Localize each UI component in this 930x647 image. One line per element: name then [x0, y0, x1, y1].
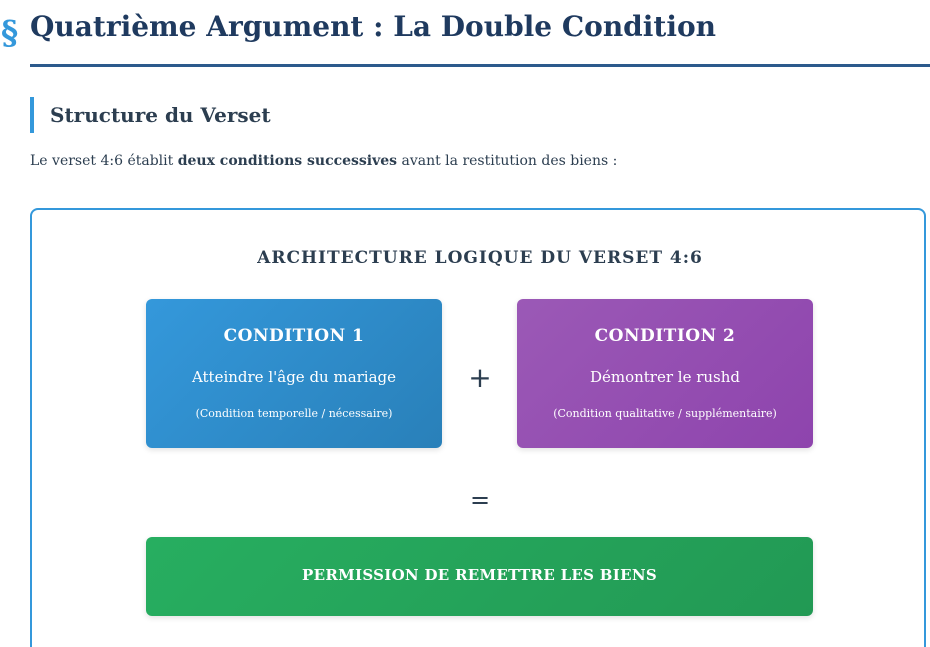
condition-2-label: CONDITION 2: [594, 326, 736, 346]
plus-operator: +: [468, 361, 492, 394]
logic-diagram: [30, 208, 926, 647]
condition-1-description: Atteindre l'âge du mariage: [191, 368, 397, 386]
result-label: PERMISSION DE REMETTRE LES BIENS: [302, 566, 657, 584]
condition-2-box: [517, 299, 813, 448]
intro-text-bold: deux conditions successives: [177, 153, 398, 169]
condition-2-note: (Condition qualitative / supplémentaire): [553, 407, 777, 420]
equals-operator: =: [469, 486, 491, 514]
result-box: [146, 537, 813, 616]
intro-text-before: Le verset 4:6 établit: [30, 153, 178, 169]
heading-divider: [30, 64, 930, 67]
subsection-title: Structure du Verset: [30, 97, 271, 133]
condition-1-note: (Condition temporelle / nécessaire): [195, 407, 393, 420]
condition-1-label: CONDITION 1: [223, 326, 365, 346]
diagram-title: ARCHITECTURE LOGIQUE DU VERSET 4:6: [257, 248, 703, 268]
condition-2-description: Démontrer le rushd: [589, 368, 741, 386]
page-title: Quatrième Argument : La Double Condition: [30, 10, 716, 43]
main-heading: [0, 6, 930, 68]
condition-1-box: [146, 299, 442, 448]
intro-paragraph: [30, 151, 617, 171]
intro-text-after: avant la restitution des biens :: [397, 153, 618, 169]
section-mark-icon: §: [1, 13, 19, 52]
